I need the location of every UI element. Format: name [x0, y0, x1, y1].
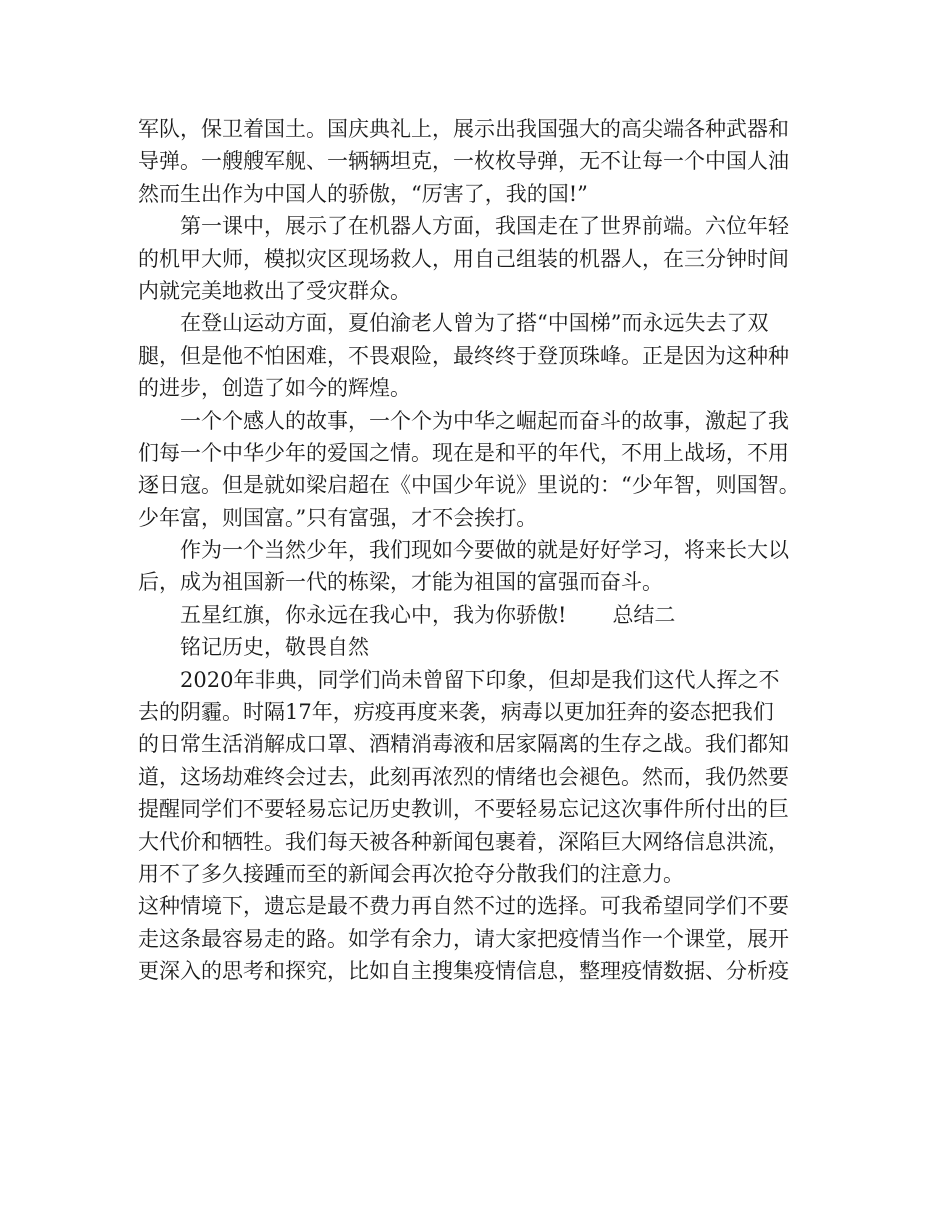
- section-heading: 总结二: [612, 602, 676, 627]
- text-line: 军队，保卫着国土。国庆典礼上，展示出我国强大的高尖端各种武器和: [138, 117, 789, 141]
- text-line: 用不了多久接踵而至的新闻会再次抢夺分散我们的注意力。: [138, 861, 684, 886]
- text-line: 导弹。一艘艘军舰、一辆辆坦克，一枚枚导弹，无不让每一个中国人油: [138, 149, 789, 174]
- text-line: 这种情境下，遗忘是最不费力再自然不过的选择。可我希望同学们不要: [138, 894, 789, 919]
- text-line: 的进步，创造了如今的辉煌。: [138, 376, 411, 401]
- text-line: 更深入的思考和探究，比如自主搜集疫情信息，整理疫情数据、分析疫: [138, 959, 789, 984]
- text-line: 道，这场劫难终会过去，此刻再浓烈的情绪也会褪色。然而，我仍然要: [138, 764, 789, 789]
- text-line: 然而生出作为中国人的骄傲，“厉害了，我的国!”: [138, 181, 588, 206]
- text-line: 逐日寇。但是就如梁启超在《中国少年说》里说的：“少年智，则国智。: [138, 473, 800, 498]
- text-line: 少年富，则国富。”只有富强，才不会挨打。: [138, 505, 538, 530]
- text-line: 走这条最容易走的路。如学有余力，请大家把疫情当作一个课堂，展开: [138, 926, 789, 951]
- text-line: 作为一个当然少年，我们现如今要做的就是好好学习，将来长大以: [180, 538, 789, 563]
- document-body: [138, 113, 838, 988]
- text-line: 后，成为祖国新一代的栋梁，才能为祖国的富强而奋斗。: [138, 570, 663, 595]
- text-line: 的日常生活消解成口罩、酒精消毒液和居家隔离的生存之战。我们都知: [138, 732, 789, 757]
- text-line: 第一课中，展示了在机器人方面，我国走在了世界前端。六位年轻: [180, 214, 789, 239]
- text-line: 们每一个中华少年的爱国之情。现在是和平的年代，不用上战场，不用: [138, 440, 789, 465]
- closing-sentence: 五星红旗，你永远在我心中，我为你骄傲!: [180, 602, 567, 627]
- text-line: 提醒同学们不要轻易忘记历史教训，不要轻易忘记这次事件所付出的巨: [138, 797, 789, 822]
- text-line: 内就完美地救出了受灾群众。: [138, 278, 411, 303]
- text-line: 腿，但是他不怕困难，不畏艰险，最终终于登顶珠峰。正是因为这种种: [138, 343, 789, 368]
- text-line: 一个个感人的故事，一个个为中华之崛起而奋斗的故事，激起了我: [180, 408, 789, 433]
- text-line: 去的阴霾。时隔17年，疠疫再度来袭，病毒以更加狂奔的姿态把我们: [138, 700, 774, 725]
- text-line: 大代价和牺牲。我们每天被各种新闻包裹着，深陷巨大网络信息洪流，: [138, 829, 789, 854]
- section-title: 铭记历史，敬畏自然: [180, 635, 369, 660]
- text-line: 在登山运动方面，夏伯渝老人曾为了搭“中国梯”而永远失去了双: [180, 311, 769, 336]
- text-line: 2020年非典，同学们尚未曾留下印象，但却是我们这代人挥之不: [180, 667, 780, 692]
- text-line: 的机甲大师，模拟灾区现场救人，用自己组装的机器人，在三分钟时间: [138, 246, 789, 271]
- text-line: [138, 599, 838, 631]
